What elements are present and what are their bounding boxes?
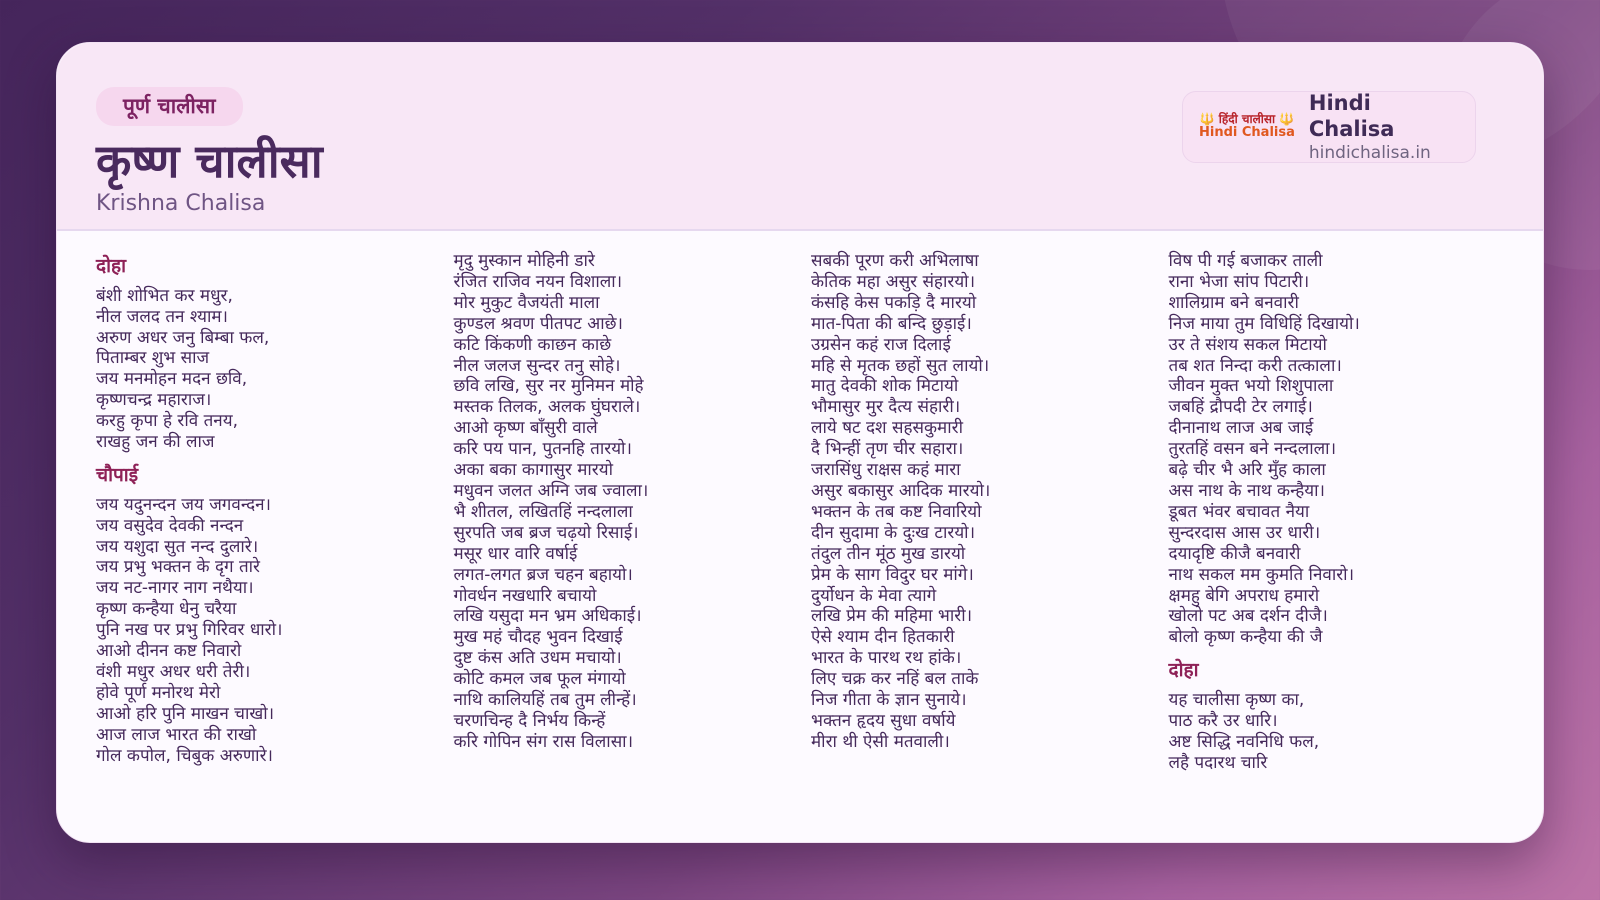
verse-line: मोर मुकुट वैजयंती माला — [453, 292, 600, 313]
brand-site-domain: hindichalisa.in — [1308, 142, 1431, 163]
verse-line: राखहु जन की लाज — [96, 432, 215, 453]
verse-line: कृष्णचन्द्र महाराज। — [96, 390, 212, 411]
verse-line: भौमासुर मुर दैत्य संहारी। — [811, 397, 961, 418]
section-heading: चौपाई — [96, 464, 139, 486]
trident-icon: 🔱 — [1199, 111, 1215, 126]
verse-line: गोवर्धन नखधारि बचायो — [453, 585, 597, 606]
verse-line: जीवन मुक्त भयो शिशुपाला — [1168, 376, 1334, 397]
verse-line: लाये षट दश सहसकुमारी — [811, 418, 963, 439]
verse-line: भक्तन हृदय सुधा वर्षाये — [811, 710, 956, 731]
verse-line: भारत के पारथ रथ हांके। — [811, 648, 962, 669]
verse-line: वंशी मधुर अधर धरी तेरी। — [96, 662, 251, 682]
verse-line: उर ते संशय सकल मिटायो — [1168, 334, 1327, 355]
verse-line: सुरपति जब ब्रज चढ़यो रिसाई। — [453, 522, 639, 543]
verse-line: जय प्रभु भक्तन के दृग तारे — [96, 557, 261, 578]
brand-logo-subtitle: Hindi Chalisa — [1199, 125, 1295, 141]
brand-logo — [1199, 113, 1295, 142]
verse-line: विष पी गई बजाकर ताली — [1168, 251, 1323, 271]
verse-line: चरणचिन्ह दै निर्भय किन्हें — [453, 710, 606, 731]
verse-line: भै शीतल, लखितहिं नन्दलाला — [453, 501, 633, 522]
verse-line: जय यशुदा सुत नन्द दुलारे। — [96, 536, 259, 557]
verse-line: लिए चक्र कर नहिं बल ताके — [811, 669, 979, 690]
brand-logo-hindi-row — [1199, 113, 1295, 127]
verse-line: होवे पूर्ण मनोरथ मेरो — [96, 682, 221, 703]
verse-line: निज गीता के ज्ञान सुनाये। — [811, 690, 967, 711]
verse-line: नाथि कालियहिं तब तुम लीन्हें। — [453, 690, 637, 711]
verse-line: बढ़े चीर भै अरि मुँह काला — [1168, 460, 1326, 481]
verse-line: शालिग्राम बने बनवारी — [1168, 292, 1299, 313]
verse-line: नील जलज सुन्दर तनु सोहे। — [453, 355, 621, 376]
verse-line: कोटि कमल जब फूल मंगायो — [453, 669, 626, 690]
verse-line: आज लाज भारत की राखो — [96, 724, 257, 745]
verse-line: बोलो कृष्ण कन्हैया की जै — [1168, 627, 1323, 648]
verse-line: अष्ट सिद्धि नवनिधि फल, — [1168, 731, 1320, 752]
verse-line: पिताम्बर शुभ साज — [96, 348, 210, 369]
verse-line: नील जलद तन श्याम। — [96, 306, 228, 327]
verse-line: सुन्दरदास आस उर धारी। — [1168, 522, 1321, 543]
verse-line: बंशी शोभित कर मधुर, — [96, 285, 233, 306]
verse-line: मुख महं चौदह भुवन दिखाई — [453, 627, 623, 648]
verse-line: निज माया तुम विधिहिं दिखायो। — [1168, 313, 1360, 334]
verse-line: पुनि नख पर प्रभु गिरिवर धारो। — [96, 620, 283, 641]
verse-line: करि पय पान, पुतनहि तारयो। — [453, 439, 632, 460]
verse-line: दयादृष्टि कीजै बनवारी — [1168, 543, 1301, 564]
verse-line: जबहिं द्रौपदी टेर लगाई। — [1168, 397, 1313, 418]
verse-line: लगत-लगत ब्रज चहन बहायो। — [453, 564, 633, 585]
verse-line: प्रेम के साग विदुर घर मांगे। — [811, 564, 974, 585]
verse-line: जय नट-नागर नाग नथैया। — [96, 578, 254, 599]
verse-line: ऐसे श्याम दीन हितकारी — [811, 627, 955, 648]
verse-line: कटि किंकणी काछन काछे — [453, 334, 612, 355]
verse-line: केतिक महा असुर संहारयो। — [811, 271, 976, 292]
verse-line: क्षमहु बेगि अपराध हमारो — [1168, 585, 1320, 606]
verse-line: नाथ सकल मम कुमति निवारो। — [1168, 564, 1355, 585]
verse-line: मस्तक तिलक, अलक घुंघराले। — [453, 397, 641, 418]
verse-line: अका बका कागासुर मारयो — [453, 460, 613, 481]
verse-column — [1169, 251, 1505, 774]
chalisa-card — [56, 42, 1544, 843]
verse-line: दुष्ट कंस अति उधम मचायो। — [453, 648, 622, 669]
verse-line: सबकी पूरण करी अभिलाषा — [811, 251, 979, 271]
verse-line: जय मनमोहन मदन छवि, — [96, 369, 248, 390]
verse-line: जय यदुनन्दन जय जगवन्दन। — [96, 494, 271, 515]
verse-line: करहु कृपा हे रवि तनय, — [96, 411, 238, 432]
verse-line: दुर्योधन के मेवा त्यागे — [811, 585, 937, 606]
verse-line: रंजित राजिव नयन विशाला। — [453, 271, 623, 292]
verse-column — [811, 251, 1147, 753]
verse-line: जरासिंधु राक्षस कहं मारा — [811, 460, 961, 481]
verse-line: आओ दीनन कष्ट निवारो — [96, 641, 242, 662]
verse-line: राना भेजा सांप पिटारी। — [1168, 271, 1310, 292]
brand-logo-title: हिंदी चालीसा — [1218, 111, 1276, 126]
verse-line: तब शत निन्दा करी तत्काला। — [1168, 355, 1342, 376]
verse-line: कृष्ण कन्हैया धेनु चरैया — [96, 599, 237, 620]
verse-line: खोलो पट अब दर्शन दीजै। — [1168, 606, 1328, 627]
card-header — [57, 43, 1543, 229]
verse-line: अस नाथ के नाथ कन्हैया। — [1168, 480, 1325, 501]
verse-line: भक्तन के तब कष्ट निवारियो — [811, 501, 982, 522]
verse-line: छवि लखि, सुर नर मुनिमन मोहे — [453, 376, 644, 397]
verse-line: मातु देवकी शोक मिटायो — [811, 376, 959, 397]
trident-icon: 🔱 — [1279, 111, 1295, 126]
section-heading: दोहा — [96, 255, 127, 277]
status-badge: पूर्ण चालीसा — [96, 87, 243, 126]
verse-line: आओ हरि पुनि माखन चाखो। — [96, 703, 275, 724]
section-heading: दोहा — [1168, 659, 1199, 682]
verse-line: मसूर धार वारि वर्षाई — [453, 543, 578, 564]
verse-column — [96, 251, 432, 767]
brand-site-name: Hindi Chalisa — [1308, 91, 1395, 142]
verse-line: गोल कपोल, चिबुक अरुणारे। — [96, 745, 273, 766]
verse-line: लखि यसुदा मन भ्रम अधिकाई। — [453, 606, 642, 627]
brand-text — [1309, 90, 1459, 164]
verse-line: डूबत भंवर बचावत नैया — [1168, 501, 1310, 522]
verse-line: उग्रसेन कहं राज दिलाई — [811, 334, 951, 355]
verse-line: मीरा थी ऐसी मतवाली। — [811, 731, 950, 752]
verse-line: लहै पदारथ चारि — [1168, 752, 1268, 773]
verse-line: करि गोपिन संग रास विलासा। — [453, 731, 634, 752]
verse-line: तंदुल तीन मूंठ मुख डारयो — [811, 543, 966, 564]
verse-line: मात-पिता की बन्दि छुड़ाई। — [811, 313, 972, 334]
verse-line: कुण्डल श्रवण पीतपट आछे। — [453, 313, 623, 334]
verse-column — [454, 251, 790, 753]
verse-line: असुर बकासुर आदिक मारयो। — [811, 480, 991, 501]
verse-line: मधुवन जलत अग्नि जब ज्वाला। — [453, 480, 649, 501]
verse-line: महि से मृतक छहों सुत लायो। — [811, 355, 990, 376]
verse-line: दै भिन्हीं तृण चीर सहारा। — [811, 439, 964, 460]
verse-line: यह चालीसा कृष्ण का, — [1168, 689, 1305, 710]
page-title: कृष्ण चालीसा — [96, 134, 323, 189]
verse-line: जय वसुदेव देवकी नन्दन — [96, 515, 244, 536]
brand-card[interactable] — [1182, 91, 1476, 163]
verse-line: लखि प्रेम की महिमा भारी। — [811, 606, 973, 627]
verse-line: पाठ करै उर धारि। — [1168, 710, 1278, 731]
verse-line: आओ कृष्ण बाँसुरी वाले — [453, 418, 598, 439]
verse-line: दीनानाथ लाज अब जाई — [1168, 418, 1314, 439]
verse-line: अरुण अधर जनु बिम्बा फल, — [96, 327, 270, 348]
verse-line: तुरतहिं वसन बने नन्दलाला। — [1168, 439, 1337, 460]
verse-columns — [57, 231, 1543, 804]
verse-line: दीन सुदामा के दुःख टारयो। — [811, 522, 976, 543]
page-subtitle: Krishna Chalisa — [96, 191, 266, 217]
verse-line: मृदु मुस्कान मोहिनी डारे — [453, 251, 595, 271]
verse-line: कंसहि केस पकड़ि दै मारयो — [811, 292, 977, 313]
